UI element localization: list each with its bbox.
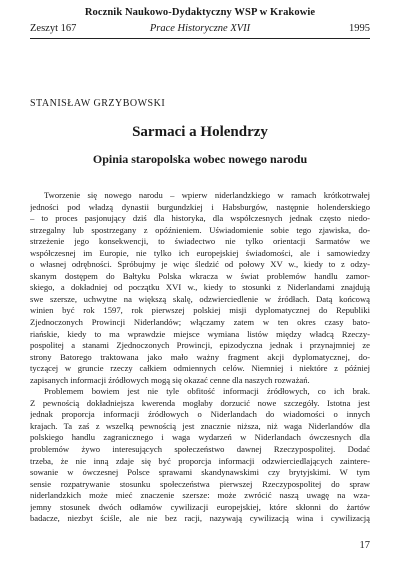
text-line: skiego, a dokładniej od początku XVI w., kiedy to stosunki z Niderlandami znajdują xyxy=(30,282,370,293)
text-line: – to proces pasjonujący dziś dla historyka, dla współczesnych jednak często niedo- xyxy=(30,213,370,224)
text-line: strzeżenie jego konsekwencji, to świadectwo nie tylko orientacji Sarmatów we xyxy=(30,236,370,247)
text-line: niderlandzkich może mieć znaczenie szersze: może zwrócić naszą uwagę na wza- xyxy=(30,490,370,501)
text-line: Zjednoczonych Prowincji Niderlandów; włączamy zatem w ten okres czasy bato- xyxy=(30,317,370,328)
text-line: trzeba, że nie inną zdaje się być proporcja informacji odzwierciedlających zaintere- xyxy=(30,455,370,466)
text-line: skanym dostępem do Bałtyku Polska wkracza w świat problemów handlu zamor- xyxy=(30,270,370,281)
running-header xyxy=(30,23,370,37)
text-line: badacze, niezbyt ściśle, ale nie bez racji, nazywają cywilizacją wina i cywilizacją xyxy=(30,513,370,524)
text-line: strzegalny lub spostrzegany z opóźnieniem. Uświadomienie sobie tego zjawiska, do- xyxy=(30,224,370,235)
text-line: swe szersze, uchwytne na większą skalę, odzwierciedlenie w źródłach. Datą końcową xyxy=(30,293,370,304)
text-line: jednak proporcja informacji źródłowych o Niderlandach do wiadomości o innych xyxy=(30,409,370,420)
text-line: polskiego handlu zagranicznego i waga wydarzeń w Niderlandach ówczesnych dla xyxy=(30,432,370,443)
text-line: Tworzenie się nowego narodu – wpierw niderlandzkiego w ramach krótkotrwałej xyxy=(44,190,370,200)
text-line: problemów żywo interesujących społeczeństwo dawnej Rzeczypospolitej. Dodać xyxy=(30,444,370,455)
text-line: sowanie w ówczesnej Polsce sprawami skandynawskimi czy brytyjskimi. W tym xyxy=(30,467,370,478)
text-line: zapisanych informacji źródłowych mogą się okazać cenne dla naszych rozważań. xyxy=(30,374,310,385)
text-line: strony Batorego traktowana jako mało ważny fragment akcji dyplomatycznej, do- xyxy=(30,351,370,362)
body-text xyxy=(30,190,370,525)
author-name: STANISŁAW GRZYBOWSKI xyxy=(30,98,166,109)
text-line: tyczącej w gruncie rzeczy całkiem odmiennych celów. Niemniej i niektóre z później xyxy=(30,363,370,374)
journal-title: Rocznik Naukowo-Dydaktyczny WSP w Krakowie xyxy=(84,7,316,18)
article-subtitle: Opinia staropolska wobec nowego narodu xyxy=(92,152,308,166)
series-title: Prace Historyczne XVII xyxy=(149,23,251,34)
text-line: Problemem bowiem jest nie tyle obfitość informacji źródłowych, co ich brak. xyxy=(44,386,370,397)
article-title: Sarmaci a Holendrzy xyxy=(132,124,268,140)
text-line: sensie rozpatrywanie stosunku społeczeństwa pierwszej Rzeczypospolitej do spraw xyxy=(30,478,370,489)
text-line: winien być rok 1597, rok pierwszej polskiej misji dyplomatycznej do Republiki xyxy=(30,305,370,316)
volume-label: Zeszyt 167 xyxy=(30,23,77,34)
year-label: 1995 xyxy=(349,23,370,34)
text-line: współczesnej im Europie, nie tylko ich europejskiej świadomości, ale i samowiedzy xyxy=(30,247,370,258)
page-number: 17 xyxy=(359,540,370,551)
text-line: Z pewnością dokładniejsza kwerenda mogłaby dorzucić nowe szczegóły. Istotna jest xyxy=(30,397,370,408)
text-line: o własnej odrębności. Spróbujmy je więc śledzić od połowy XV w., kiedy to z odzy- xyxy=(30,259,370,270)
text-line: jedności pod władzą dynastii burgundzkiej i Habsburgów, następnie holenderskiego xyxy=(30,201,370,212)
text-line: riańskie, kiedy to ma wprawdzie miejsce wymiana listów między władcą Rzeczy- xyxy=(30,328,370,339)
header-rule xyxy=(30,38,370,39)
text-line: pospolitej a stanami Zjednoczonych Prowincji, epizodyczna jednak i przynajmniej ze xyxy=(30,340,370,351)
text-line: krajach. Ta zaś z wszelką pewnością jest znacznie niższa, niż waga Niderlandów dla xyxy=(30,420,370,431)
text-line: jemny stosunek dwóch odłamów cywilizacji europejskiej, które skłonni do żartów xyxy=(30,501,370,512)
